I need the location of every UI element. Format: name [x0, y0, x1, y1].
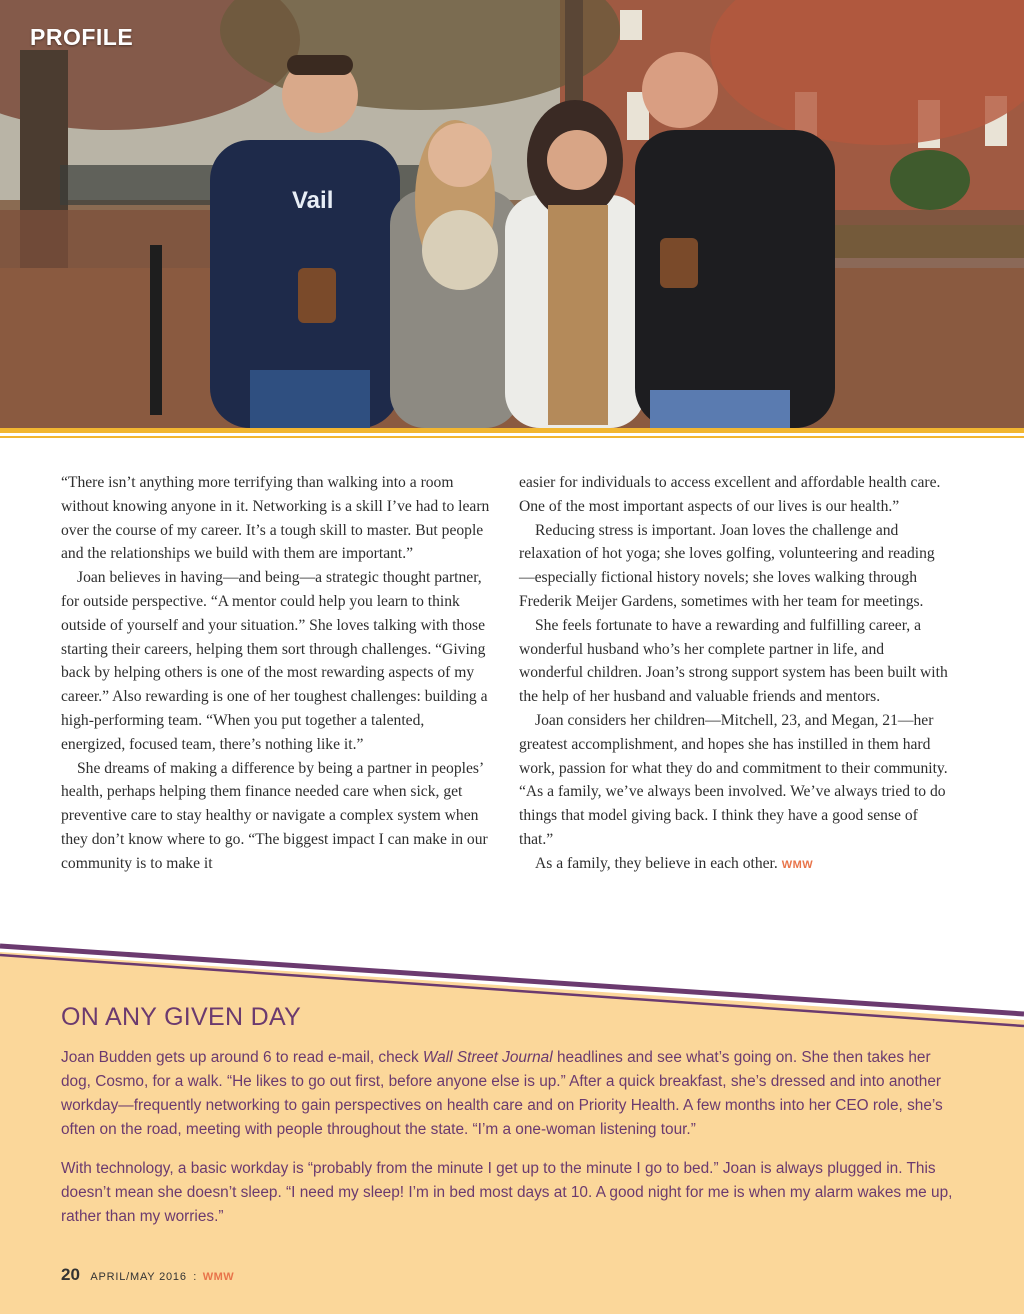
- article-column-right: [519, 471, 949, 878]
- page-number: 20: [61, 1265, 80, 1284]
- hero-photo: [0, 0, 1024, 428]
- gold-divider: [0, 428, 1024, 433]
- page-footer: [61, 1265, 234, 1285]
- article-paragraph: She dreams of making a difference by being a partner in peoples’ health, perhaps helping them finance needed care when sick, get preventive care to stay healthy or navigate a complex system when they don’t know where to go. “The biggest impact I can make in our community is to make it: [61, 759, 488, 872]
- section-label: PROFILE: [30, 24, 134, 50]
- sidebar-text: headlines and see what’s going on. She then takes her dog, Cosmo, for a walk. “He likes to go out first, before anyone else is up.” After a quick breakfast, she’s dressed and into another workday—frequently networking to gain perspectives on health care and on Priority Health. A few months into her CEO role, she’s often on the road, meeting with people throughout the state. “I’m a one-woman listening tour.”: [61, 1049, 943, 1138]
- sidebar-paragraph: With technology, a basic workday is “probably from the minute I get up to the minute I go to bed.” Joan is always plugged in. This doesn’t mean she doesn’t sleep. “I need my sleep! I’m in bed most days at 10. A good night for me is when my alarm wakes me up, rather than my worries.”: [61, 1160, 953, 1225]
- article-closing: [519, 852, 949, 878]
- svg-text:Vail: Vail: [292, 187, 334, 214]
- sidebar-text: Joan Budden gets up around 6 to read e-mail, check: [61, 1049, 423, 1066]
- article-paragraph: easier for individuals to access excellent and affordable health care. One of the most important aspects of our lives is our health.”: [519, 474, 941, 515]
- sidebar-paragraph: [61, 1046, 961, 1142]
- end-mark: WMW: [781, 858, 814, 871]
- footer-separator: :: [193, 1271, 197, 1283]
- publication-title: Wall Street Journal: [422, 1049, 553, 1066]
- article-paragraph: Joan believes in having—and being—a strategic thought partner, for outside perspective. “A mentor could help you learn to think outside of yourself and your situation.” She loves talking with those starting their careers, helping them sort through challenges. “Giving back by helping others is one of the most rewarding aspects of my career.” Also rewarding is one of her toughest challenges: building a high-performing team. “When you put together a talented, energized, focused team, there’s nothing like it.”: [61, 569, 488, 753]
- footer-brand: WMW: [202, 1271, 235, 1283]
- article-paragraph: Reducing stress is important. Joan loves the challenge and relaxation of hot yoga; she loves golfing, volunteering and reading—especially fictional history novels; she loves walking through Frederik Meijer Gardens, sometimes with her team for meetings.: [519, 521, 935, 610]
- sidebar-title: ON ANY GIVEN DAY: [61, 1003, 302, 1031]
- article-paragraph: She feels fortunate to have a rewarding and fulfilling career, a wonderful husband who’s her complete partner in life, and wonderful children. Joan’s strong support system has been built with the help of her husband and valuable friends and mentors.: [519, 616, 948, 706]
- closing-sentence: As a family, they believe in each other.: [535, 854, 778, 872]
- gold-divider-thin: [0, 436, 1024, 438]
- article-paragraph: Joan considers her children—Mitchell, 23, and Megan, 21—her greatest accomplishment, and hopes she has instilled in them hard work, passion for what they do and commitment to their community. “As a family, we’ve always been involved. We’ve always tried to do things that model giving back. I think they have a good sense of that.”: [519, 711, 948, 848]
- article-paragraph: “There isn’t anything more terrifying than walking into a room without knowing anyone in it. Networking is a skill I’ve had to learn over the course of my career. It’s a tough skill to master. But people and the relationships we build with them are important.”: [61, 474, 490, 563]
- issue-date: APRIL/MAY 2016: [90, 1271, 187, 1283]
- family-photo-illustration: [0, 0, 1024, 428]
- article-column-left: [61, 471, 491, 876]
